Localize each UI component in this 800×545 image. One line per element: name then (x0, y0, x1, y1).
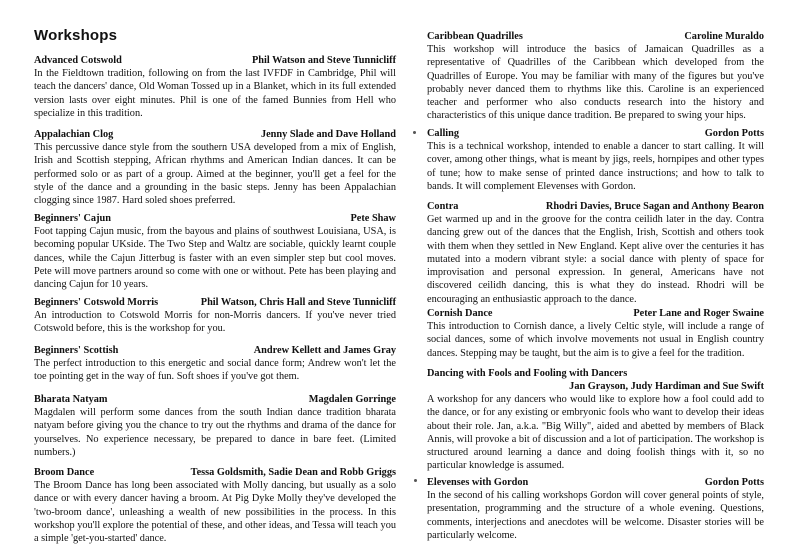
workshop-description: Magdalen will perform some dances from the south Indian dance tradition bharata natyam before giving you the chance to try out the rhythms and drama of the dance for yourselves. No experience necessary, be prepared to dance in bare feet. (Limited numbers.) (34, 407, 396, 458)
workshop-calling (427, 127, 764, 193)
workshop-description: Get warmed up and in the groove for the contra ceilidh later in the day. Contra dancing grew out of the dances that the English, Irish, Scottish and others took with them when they settled in New England. Kept alive over the centuries it has mutated into a modern vibrant style: a social dance with plenty of space for improvisation and personal expression. In general, Americans have not discovered ceilidh dancing, this is what they do instead. Rhodri will be encouraging an enthusiastic approach to the dance. (427, 214, 764, 305)
workshop-leaders: Magdalen Gorringe (308, 394, 396, 405)
workshop-appalachian-clog (34, 128, 396, 207)
page-title: Workshops (34, 27, 118, 44)
workshop-elevenses-with-gordon (427, 476, 764, 542)
workshop-leaders: Gordon Potts (704, 128, 764, 139)
workshop-beginners-cajun (34, 212, 396, 291)
workshop-header (427, 476, 764, 489)
workshop-description: This percussive dance style from the southern USA developed from a mix of English, Irish and Scottish stepping, African rhythms and American Indian dances. It can be performed solo or as part of a group. Aimed at the beginner, you'll get a feel for the style of the dance and a grounding in the basic steps. Jenny has been Appalachian clogging since 1987. Hard soled shoes preferred. (34, 142, 396, 207)
workshop-advanced-cotswold (34, 54, 396, 120)
workshop-leaders: Caroline Muraldo (684, 31, 764, 42)
workshop-header (427, 127, 764, 140)
workshop-bharata-natyam (34, 393, 396, 459)
workshop-header (34, 296, 396, 309)
workshop-leaders: Peter Lane and Roger Swaine (633, 308, 764, 319)
workshop-name: Bharata Natyam (34, 394, 108, 405)
workshop-leaders: Gordon Potts (704, 477, 764, 488)
workshop-name: Contra (427, 201, 459, 212)
workshop-beginners-scottish (34, 344, 396, 384)
workshop-leaders: Jenny Slade and Dave Holland (260, 129, 396, 140)
workshop-name: Beginners' Cotswold Morris (34, 297, 159, 308)
workshop-header (34, 466, 396, 479)
workshop-name: Caribbean Quadrilles (427, 31, 523, 42)
workshop-description: This introduction to Cornish dance, a lively Celtic style, will include a range of social dances, some of which involve movements not usual in English country dances. Stepping may be taught, but the aim is to give a feel for the tradition. (427, 321, 764, 359)
workshop-description: In the second of his calling workshops Gordon will cover general points of style, presentation, programming and the structure of a whole evening. Questions, comments, interjections and anecdotes will be welcome. Disaster stories will be particularly welcome. (427, 490, 764, 541)
workshop-header (427, 30, 764, 43)
workshop-leaders: Phil Watson, Chris Hall and Steve Tunnicliff (200, 297, 396, 308)
workshop-name: Cornish Dance (427, 308, 493, 319)
workshop-leaders: Andrew Kellett and James Gray (253, 345, 396, 356)
workshop-description: The perfect introduction to this energetic and social dance form; Andrew won't let the toe pointing get in the way of fun. Soft shoes if you've got them. (34, 358, 396, 383)
workshop-name: Beginners' Scottish (34, 345, 119, 356)
workshop-header (34, 212, 396, 225)
workshop-leaders: Phil Watson and Steve Tunnicliff (251, 55, 396, 66)
workshop-header (427, 200, 764, 213)
workshop-cornish-dance (427, 307, 764, 360)
workshop-header (34, 393, 396, 406)
workshop-header (427, 307, 764, 320)
workshop-name: Beginners' Cajun (34, 213, 111, 224)
workshop-leaders: Tessa Goldsmith, Sadie Dean and Robb Griggs (190, 467, 396, 478)
workshop-name: Advanced Cotswold (34, 55, 122, 66)
workshop-name: Appalachian Clog (34, 129, 114, 140)
workshop-description: This workshop will introduce the basics of Jamaican Quadrilles as a representative of Quadrilles of the Caribbean which developed from the Quadrilles of Europe. You may be familiar with many of the figures but you've probably never danced them to rhythms like this. Caroline is an experienced teacher and performer who also conducts research into the history and characteristics of this unique dance tradition. Be prepared to swing your hips. (427, 44, 764, 122)
scan-mark (413, 131, 416, 134)
workshop-description: An introduction to Cotswold Morris for non-Morris dancers. If you've never tried Cotswold before, this is the workshop for you. (34, 310, 396, 335)
workshop-leaders: Pete Shaw (350, 213, 396, 224)
scan-mark (414, 479, 417, 482)
workshop-broom-dance (34, 466, 396, 545)
workshop-name: Elevenses with Gordon (427, 477, 529, 488)
workshop-description: The Broom Dance has long been associated with Molly dancing, but usually as a solo dance or with every dancer having a broom. At Pig Dyke Molly they've developed the 'two-broom dance', unleashing a wealth of new possibilities in the process. In this workshop you'll explore the potential of these, and other ideas, and Tessa will teach you a simple 'get-you-started' dance. (34, 480, 396, 545)
workshop-name: Dancing with Fools and Fooling with Dancers (427, 368, 628, 379)
workshop-leaders: Rhodri Davies, Bruce Sagan and Anthony Bearon (545, 201, 764, 212)
workshop-description: A workshop for any dancers who would like to explore how a fool could add to the dance, or for any existing or embryonic fools who want to develop their ideas about their role. Jan, a.k.a. "Big Willy", aided and abetted by members of Black Annis, will provoke a bit of discussion and a lot of participation. The workshop is structured around learning a dance and doing foolish things with it, so no particular knowledge is assumed. (427, 394, 764, 472)
workshop-name: Broom Dance (34, 467, 95, 478)
workshop-header (427, 367, 764, 393)
workshop-description: This is a technical workshop, intended to enable a dancer to start calling. It will cover, among other things, what is meant by jigs, reels, hornpipes and other types of tune; how to make sense of printed dance instructions; and how to talk to bands. It will complement Elevenses with Gordon. (427, 141, 764, 192)
workshop-header (34, 128, 396, 141)
workshop-description: In the Fieldtown tradition, following on from the last IVFDF in Cambridge, Phil will teach the dancers' dance, Old Woman Tossed up in a Blanket, which in its full extended version lasts over eight minutes. Phil is one of the famed Bunnies from Hell who specialize in this tradition. (34, 68, 396, 119)
workshop-dancing-with-fools (427, 367, 764, 473)
workshop-leaders: Jan Grayson, Judy Hardiman and Sue Swift (569, 381, 764, 392)
workshop-name: Calling (427, 128, 460, 139)
workshop-header (34, 54, 396, 67)
workshop-description: Foot tapping Cajun music, from the bayous and plains of southwest Louisiana, USA, is becoming popular UKside. The Two Step and Waltz are sociable, quickly learnt couple dances, while the Cajun Jitterbug is faster with an even simpler step but cool moves. Pete will move partners around so come with one or without. Pete has been playing and dancing Cajun for 10 years. (34, 226, 396, 291)
workshop-header (34, 344, 396, 357)
workshop-beginners-cotswold-morris (34, 296, 396, 336)
workshop-contra (427, 200, 764, 306)
workshop-caribbean-quadrilles (427, 30, 764, 123)
